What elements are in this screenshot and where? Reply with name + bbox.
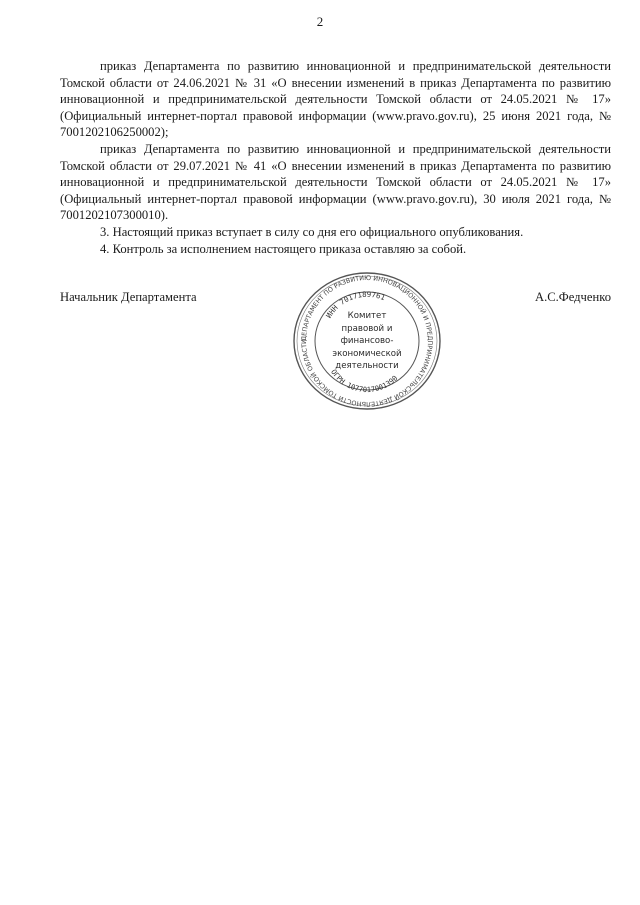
stamp-ring-text: ДЕПАРТАМЕНТ ПО РАЗВИТИЮ ИННОВАЦИОННОЙ И ПРЕДПРИНИМАТЕЛЬСКОЙ ДЕЯТЕЛЬНОСТИ ТОМСКОЙ ОБЛАСТИ xyxy=(299,273,435,409)
signatory-name: А.С.Федченко xyxy=(534,290,611,304)
stamp-line: деятельности xyxy=(335,361,399,372)
paragraph-order-31: приказ Департамента по развитию инновационной и предпринимательской деятельности Томской области от 24.06.2021 № 31 «О внесении изменений в приказ Департамента по развитию инновационной и предпринимательской деятельности Томской области от 24.05.2021 № 17» (Официальный интернет-портал правовой информации (www.pravo.gov.ru), 25 июня 2021 года, № 7001202106250002); xyxy=(60,59,611,140)
paragraph-control: 4. Контроль за исполнением настоящего приказа оставляю за собой. xyxy=(100,241,467,256)
page-number: 2 xyxy=(316,14,324,29)
signatory-title: Начальник Департамента xyxy=(60,290,197,304)
stamp-line: правовой и xyxy=(341,323,393,334)
stamp-ogrn: ОГРН 1077017001390 xyxy=(329,367,400,395)
paragraph-order-41: приказ Департамента по развитию инновационной и предпринимательской деятельности Томской области от 29.07.2021 № 41 «О внесении изменений в приказ Департамента по развитию инновационной и предпринимательской деятельности Томской области от 24.05.2021 № 17» (Официальный интернет-портал правовой информации (www.pravo.gov.ru), 30 июля 2021 года, № 7001202107300010). xyxy=(60,141,611,223)
paragraph-effective-date: 3. Настоящий приказ вступает в силу со дня его официального опубликования. xyxy=(100,224,524,239)
stamp-line: Комитет xyxy=(347,311,387,321)
official-stamp xyxy=(287,270,447,412)
stamp-inn: ИНН 7017189761 xyxy=(324,289,387,320)
stamp-line: финансово- xyxy=(340,336,394,347)
stamp-line: экономической xyxy=(332,348,402,359)
document-body xyxy=(60,58,611,257)
stamp-center-text xyxy=(287,310,447,373)
